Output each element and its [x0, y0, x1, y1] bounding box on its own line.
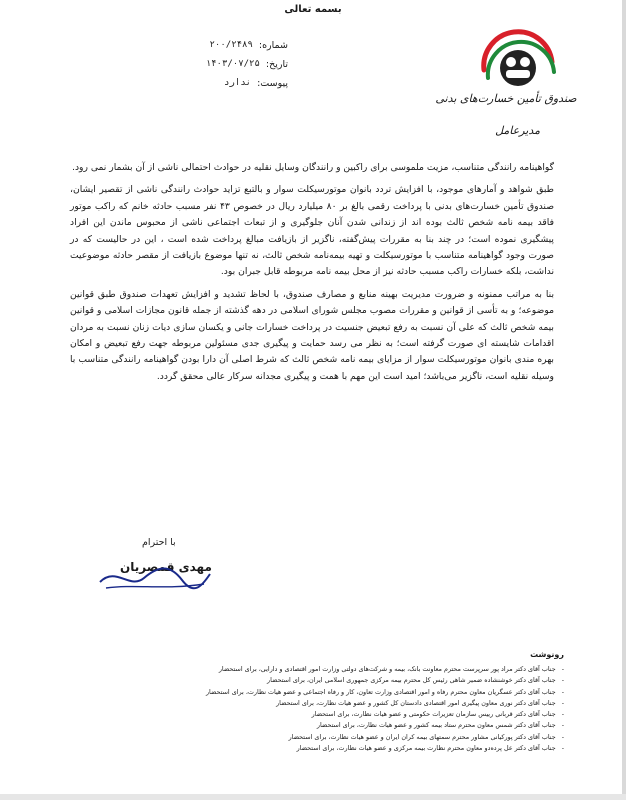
attachment-value: ندارد	[223, 78, 252, 88]
cc-item: - جناب آقای دکتر قربانی رییس سازمان تعزیرات حکومتی و عضو هیات نظارت، برای استحضار	[311, 710, 564, 719]
cc-list	[94, 664, 564, 754]
signatory-title: مدیرعامل	[495, 124, 540, 137]
body-paragraph-3: بنا به مراتب ممنونه و ضرورت مدیریت بهینه منابع و مصارف صندوق، با لحاظ تشدید و افزایش تعهدات صندوق طبق قوانین موضوعه؛ و به تأسی از قوانین و مقررات مصوب مجلس شورای اسلامی در دهه گذشته از جمله قانون مجازات اسلامی و قوانین بیمه شخص ثالث که علی آن نسبت به رفع تبعیض جنسیت در پرداخت خسارات جانی و یکسان سازی دیات زنان نسبت به مردان اقدامات شایسته ای صورت گرفته است؛ به نظر می رسد حمایت و پیگیری جدی مسئولین مربوطه جهت رفع تبعیض و امکان بهره مندی بانوان موتورسیکلت سوار از مزایای بیمه نامه شخص ثالث که شرط اصلی آن دارا بودن گواهینامه رانندگی متناسب با وسیله نقلیه است، ناگزیر می‌باشد؛ امید است این مهم با همت و پیگیری مجدانه سرکار عالی محقق گردد.	[70, 288, 554, 382]
cc-item: - جناب آقای دکتر عسگریان معاون محترم رفاه و امور اقتصادی وزارت تعاون، کار و رفاه اجتماعی و عضو هیات نظارت، برای استحضار	[205, 687, 564, 696]
number-label: شماره:	[258, 40, 288, 51]
page-edge-bottom	[0, 794, 626, 800]
cc-item: - جناب آقای دکتر پورکیانی مشاور محترم سمتهای بیمه کران ایران و عضو هیات نظارت، برای استحضار	[288, 732, 564, 741]
attachment-label: پیوست:	[257, 78, 288, 89]
cc-item: - جناب آقای دکتر نوری معاون پیگیری امور اقتصادی دادستان کل کشور و عضو هیات نظارت، برای استحضار	[276, 698, 564, 707]
cc-item: - جناب آقای دکتر عل پرده‌دو معاون محترم نظارت بیمه مرکزی و عضو هیات نظارت، برای استحضار	[296, 744, 564, 753]
handwritten-signature	[96, 556, 216, 596]
org-name: صندوق تأمین خسارت‌های بدنی	[435, 92, 577, 105]
signer-name: مهدی قمصریان	[120, 560, 212, 574]
number-value: ۲۰۰/۲۴۸۹	[209, 40, 253, 50]
cc-item: - جناب آقای دکتر خوشنشاده ضمیر شاهی رئیس کل محترم بیمه مرکزی جمهوری اسلامی ایران، برای استحضار	[267, 676, 564, 685]
letter-date-row	[88, 55, 288, 74]
basmala-heading: بسمه تعالی	[284, 4, 342, 15]
letter-meta	[88, 36, 288, 93]
date-value: ۱۴۰۳/۰۷/۲۵	[205, 59, 260, 69]
date-label: تاریخ:	[265, 59, 288, 70]
cc-item: - جناب آقای دکتر شمس معاون محترم ستاد بیمه کشور و عضو هیات نظارت، برای استحضار	[316, 721, 564, 730]
cc-item: - جناب آقای دکتر مراد پور سرپرست محترم معاونت بانک، بیمه و شرکت‌های دولتی وزارت امور اقتصادی و دارایی، برای استحضار	[218, 665, 564, 673]
cc-heading: رونوشت	[530, 650, 564, 659]
letter-attachment-row	[88, 74, 288, 93]
page-edge-right	[622, 0, 626, 800]
letter-number-row	[88, 36, 288, 55]
closing-regards: با احترام	[142, 537, 176, 548]
body-paragraph-2: طبق شواهد و آمارهای موجود، با افزایش تردد بانوان موتورسیکلت سوار و بالتبع تزاید حوادث رانندگی ناشی از تقصیر ایشان، صندوق تأمین خسارت‌های بدنی با پرداخت رقمی بالغ بر ۸۰ میلیارد ریال در خصوص ۴۳ نفر مسبب حادثه خانم که راکب موتور فاقد بیمه نامه شخص ثالث بوده اند از زندانی شدن آنان جلوگیری و از تبعات اجتماعی ناشی از محبوس ماندن این افراد پیشگیری نموده است؛ در چند بنا به مقررات پیش‌گفته، ناگزیر از بازیافت مبالغ پرداخت شده است ، این در حالیست که در صورت وجود گواهینامه متناسب با موتورسیکلت و تهیه بیمه‌نامه شخص ثالث، نه تنها موضوع بازیافت از مقصر حادثه موضوعیت نداشت، بلکه خسارات راکب مسبب حادثه نیز از محل بیمه نامه مربوطه قابل جبران بود.	[70, 184, 555, 278]
letter-body	[70, 160, 554, 391]
body-paragraph-1: گواهینامه رانندگی متناسب، مزیت ملموسی برای راکبین و رانندگان وسایل نقلیه در حوادث احتمالی ناشی از آن بشمار نمی رود.	[72, 162, 554, 173]
